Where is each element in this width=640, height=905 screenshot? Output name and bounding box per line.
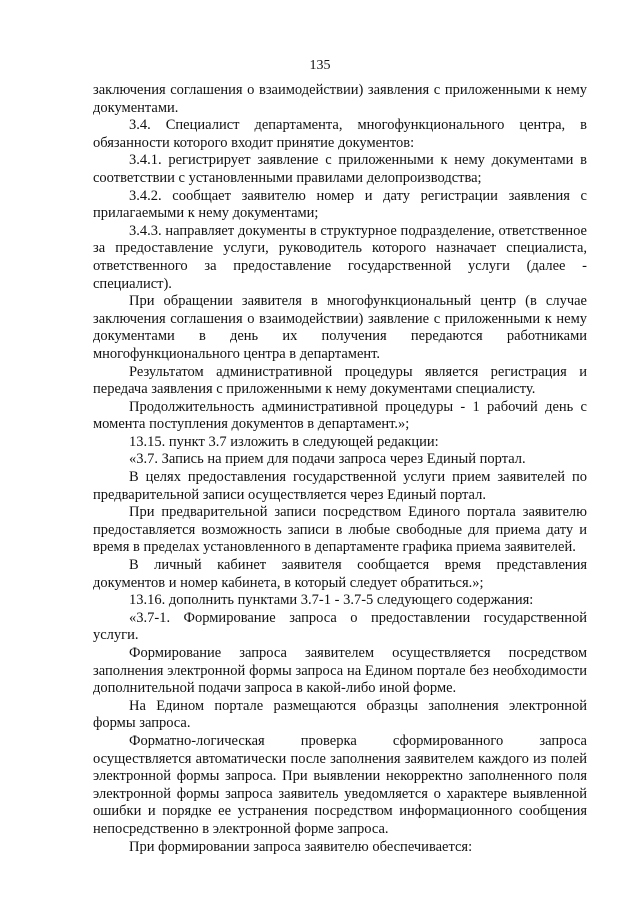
paragraph: При предварительной записи посредством Единого портала заявителю предоставляется возможность записи в любые свободные для приема дату и время в пределах установленного в департаменте графика приема заявителей. [93,504,587,556]
paragraph: Результатом административной процедуры является регистрация и передача заявления с приложенными к нему документами специалисту. [93,363,587,398]
paragraph: На Едином портале размещаются образцы заполнения электронной формы запроса. [93,697,587,732]
paragraph: 3.4.2. сообщает заявителю номер и дату регистрации заявления с прилагаемыми к нему документами; [93,187,587,222]
paragraph: 3.4.1. регистрирует заявление с приложенными к нему документами в соответствии с установленными правилами делопроизводства; [93,152,587,186]
document-body [93,82,587,856]
paragraph: 3.4.3. направляет документы в структурное подразделение, ответственное за предоставление услуги, руководитель которого назначает специалиста, ответственного за предоставление государственной услуги (далее - специалист). [93,222,587,292]
paragraph: Форматно-логическая проверка сформированного запроса осуществляется автоматически после заполнения заявителем каждого из полей электронной формы запроса. При выявлении некорректно заполненного поля электронной формы запроса заявитель уведомляется о характере выявленной ошибки и порядке ее устранения посредством информационного сообщения непосредственно в электронной форме запроса. [93,732,587,837]
page-number: 135 [309,58,331,73]
paragraph: «3.7. Запись на прием для подачи запроса через Единый портал. [129,451,526,468]
paragraph: «3.7-1. Формирование запроса о предоставлении государственной услуги. [93,609,587,644]
paragraph: 3.4. Специалист департамента, многофункционального центра, в обязанности которого входит принятие документов: [93,117,587,151]
paragraph: В целях предоставления государственной услуги прием заявителей по предварительной записи осуществляется через Единый портал. [93,469,587,503]
paragraph: В личный кабинет заявителя сообщается время представления документов и номер кабинета, в который следует обратиться.»; [93,557,587,591]
paragraph: При формировании запроса заявителю обеспечивается: [129,838,473,855]
paragraph: Формирование запроса заявителем осуществляется посредством заполнения электронной формы запроса на Едином портале без необходимости дополнительной подачи запроса в какой-либо иной форме. [93,645,587,697]
paragraph: При обращении заявителя в многофункциональный центр (в случае заключения соглашения о взаимодействии) заявление с приложенными к нему документами в день их получения передаются работниками многофункционального центра в департамент. [93,293,587,362]
paragraph: заключения соглашения о взаимодействии) заявления с приложенными к нему документами. [93,82,587,116]
paragraph: 13.15. пункт 3.7 изложить в следующей редакции: [129,433,439,450]
paragraph: 13.16. дополнить пунктами 3.7-1 - 3.7-5 следующего содержания: [129,592,534,609]
paragraph: Продолжительность административной процедуры - 1 рабочий день с момента поступления документов в департамент.»; [93,398,587,433]
